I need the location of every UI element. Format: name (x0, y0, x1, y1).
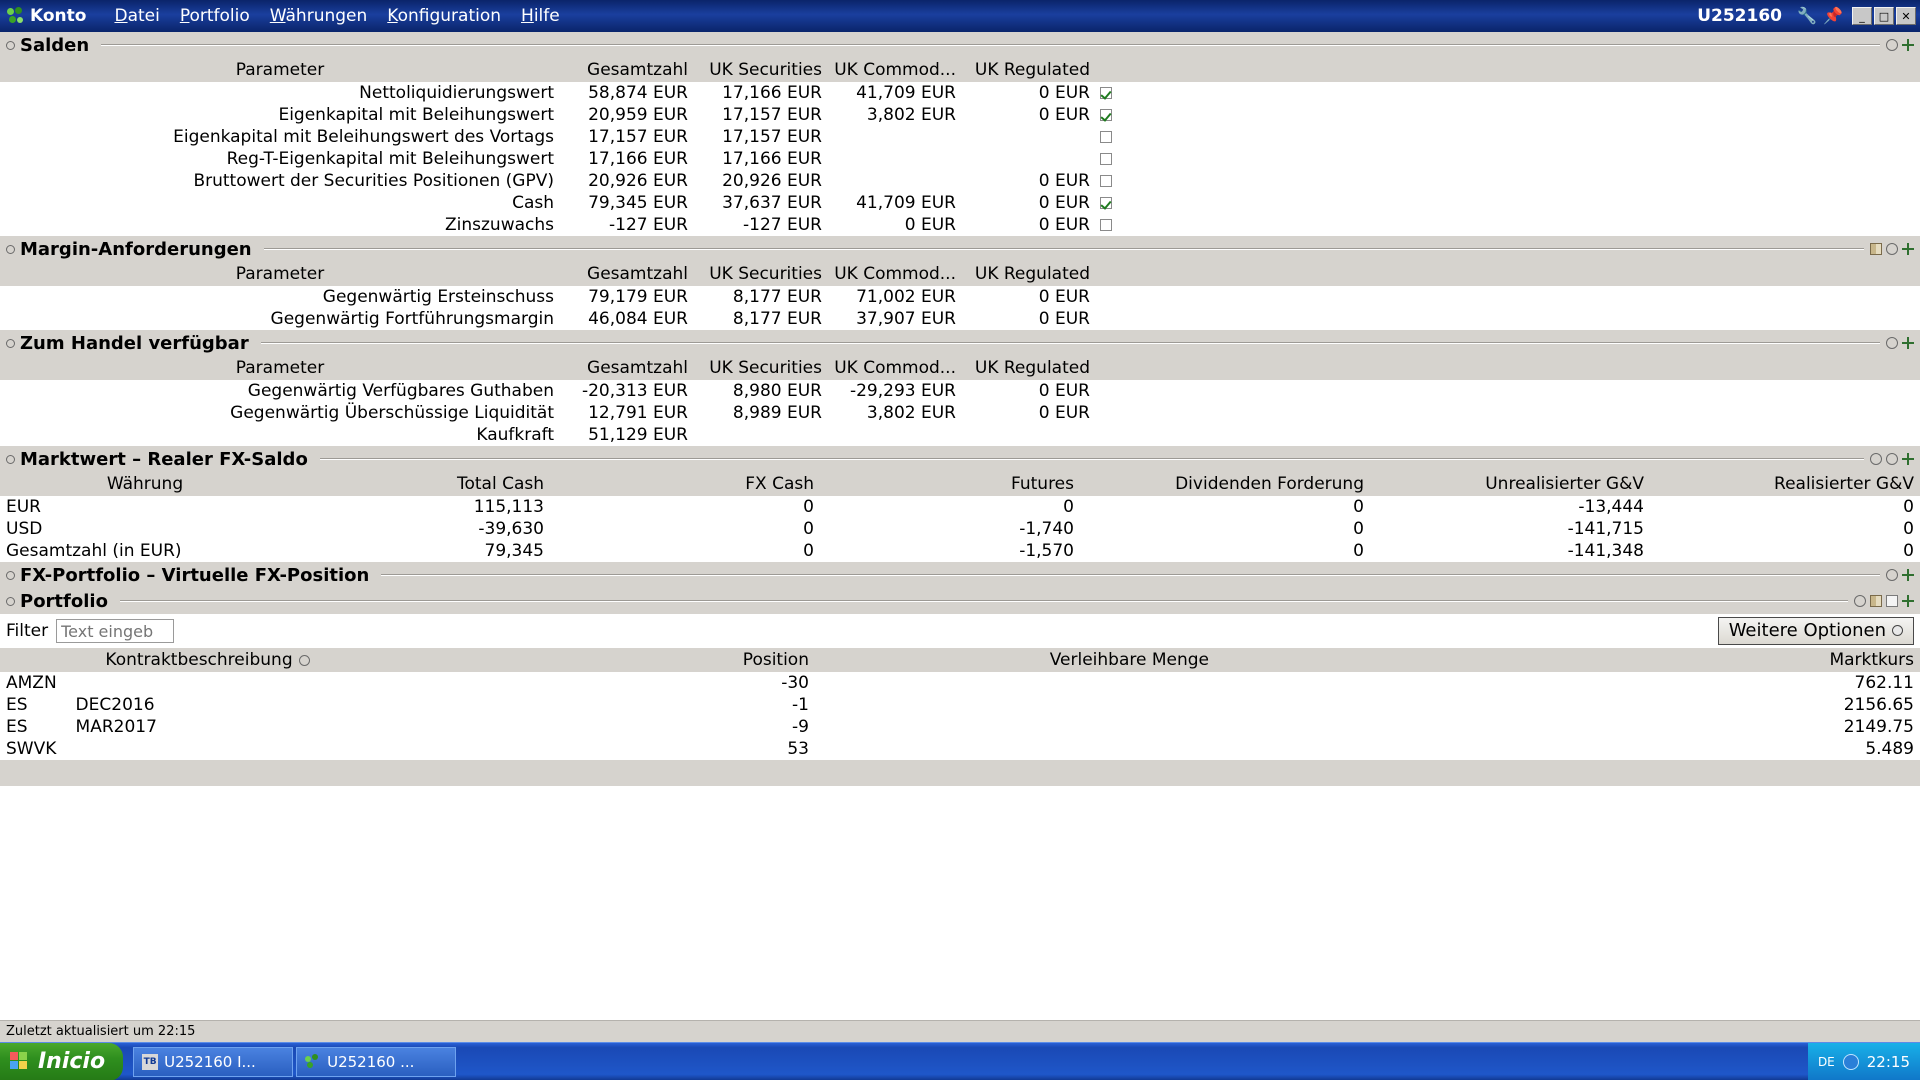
table-layout-icon[interactable] (1870, 243, 1882, 255)
cell-lendable (815, 694, 1215, 716)
cell-commodities (828, 170, 962, 192)
cell-realized: 0 (1650, 496, 1920, 518)
content-filler (0, 786, 1920, 1020)
contract-month: DEC2016 (75, 695, 155, 715)
table-header-row (0, 58, 1920, 82)
cell-checkbox (1096, 286, 1126, 308)
col-total-cash[interactable]: Total Cash (290, 472, 550, 496)
section-icons-marketvalue[interactable] (1870, 453, 1918, 465)
contract-month: MAR2017 (75, 717, 157, 737)
cell-securities: 17,157 EUR (694, 104, 828, 126)
divider (320, 458, 1864, 460)
cell-position: -30 (415, 672, 815, 694)
cell-regulated: 0 EUR (962, 402, 1096, 424)
section-title-margin: Margin-Anforderungen (20, 238, 252, 260)
table-header-row (0, 472, 1920, 496)
cell-total-cash: 115,113 (290, 496, 550, 518)
collapse-toggle-icon[interactable] (6, 455, 15, 464)
col-realized-pnl[interactable]: Realisierter G&V (1650, 472, 1920, 496)
cell-price: 2156.65 (1215, 694, 1920, 716)
available-table (0, 356, 1920, 446)
cell-filler (1126, 424, 1920, 446)
table-row[interactable] (0, 496, 1920, 518)
cell-parameter: Kaufkraft (0, 424, 560, 446)
tws-icon: TB (142, 1054, 158, 1070)
cell-contract (0, 694, 415, 716)
portfolio-table (0, 648, 1920, 760)
table-row[interactable] (0, 214, 1920, 236)
cell-regulated: 0 EUR (962, 308, 1096, 330)
cell-parameter: Reg-T-Eigenkapital mit Beleihungswert (0, 148, 560, 170)
menubar[interactable] (104, 4, 569, 28)
cell-filler (1126, 192, 1920, 214)
cell-regulated: 0 EUR (962, 214, 1096, 236)
cell-total: 46,084 EUR (560, 308, 694, 330)
settings-circle-icon[interactable] (1854, 595, 1866, 607)
cell-commodities: 37,907 EUR (828, 308, 962, 330)
section-header-margin[interactable] (0, 236, 1920, 262)
chevron-down-icon (1892, 625, 1903, 636)
section-header-marketvalue[interactable] (0, 446, 1920, 472)
cell-parameter: Gegenwärtig Verfügbares Guthaben (0, 380, 560, 402)
account-id-label: U252160 (1697, 6, 1782, 26)
table-header-row (0, 648, 1920, 672)
table-row[interactable] (0, 672, 1920, 694)
col-uk-regulated[interactable]: UK Regulated (962, 58, 1096, 82)
cell-total: 58,874 EUR (560, 82, 694, 104)
cell-dividends: 0 (1080, 496, 1370, 518)
cell-total-cash: -39,630 (290, 518, 550, 540)
table-row[interactable] (0, 518, 1920, 540)
col-contract-label: Kontraktbeschreibung (105, 650, 293, 670)
cell-price: 5.489 (1215, 738, 1920, 760)
system-tray (1808, 1043, 1920, 1080)
portfolio-filter-row (0, 614, 1920, 648)
cell-checkbox (1096, 308, 1126, 330)
row-checkbox[interactable] (1100, 153, 1112, 165)
cell-filler (1126, 104, 1920, 126)
table-row[interactable] (0, 148, 1920, 170)
table-row[interactable] (0, 308, 1920, 330)
margin-table (0, 262, 1920, 330)
cell-filler (1126, 308, 1920, 330)
table-row[interactable] (0, 126, 1920, 148)
table-header-row (0, 356, 1920, 380)
cell-commodities (828, 424, 962, 446)
cell-regulated: 0 EUR (962, 286, 1096, 308)
cell-parameter: Eigenkapital mit Beleihungswert des Vortags (0, 126, 560, 148)
cell-commodities: 3,802 EUR (828, 402, 962, 424)
cell-parameter: Nettoliquidierungswert (0, 82, 560, 104)
cell-regulated: 0 EUR (962, 192, 1096, 214)
refresh-circle-icon[interactable] (1886, 453, 1898, 465)
section-icons-fxportfolio[interactable] (1886, 569, 1918, 581)
col-uk-commodities[interactable]: UK Commod... (828, 58, 962, 82)
cell-filler (1126, 402, 1920, 424)
volume-icon[interactable] (1843, 1054, 1859, 1070)
col-parameter[interactable]: Parameter (0, 262, 560, 286)
cell-securities: 17,166 EUR (694, 82, 828, 104)
cell-price: 2149.75 (1215, 716, 1920, 738)
windows-flag-icon (10, 1052, 30, 1072)
cell-parameter: Bruttowert der Securities Positionen (GPV) (0, 170, 560, 192)
cell-filler (1126, 214, 1920, 236)
cell-commodities: 41,709 EUR (828, 82, 962, 104)
taskbar-item-label: U252160 I... (164, 1052, 256, 1071)
cell-realized: 0 (1650, 518, 1920, 540)
cell-total: -20,313 EUR (560, 380, 694, 402)
cell-checkbox[interactable] (1096, 192, 1126, 214)
cell-checkbox[interactable] (1096, 148, 1126, 170)
add-icon[interactable] (1902, 453, 1914, 465)
col-checkbox (1096, 58, 1126, 82)
menu-item-waehrungen[interactable]: Währungen (269, 6, 368, 26)
cell-lendable (815, 672, 1215, 694)
col-uk-regulated[interactable]: UK Regulated (962, 356, 1096, 380)
add-icon[interactable] (1902, 569, 1914, 581)
cell-checkbox (1096, 402, 1126, 424)
cell-securities (694, 424, 828, 446)
section-title-portfolio: Portfolio (20, 590, 108, 612)
cell-total: 17,166 EUR (560, 148, 694, 170)
cell-regulated (962, 148, 1096, 170)
collapse-toggle-icon[interactable] (6, 41, 15, 50)
export-icon[interactable] (1886, 595, 1898, 607)
more-options-label: Weitere Optionen (1728, 620, 1886, 641)
row-checkbox[interactable] (1100, 197, 1112, 209)
section-title-available: Zum Handel verfügbar (20, 332, 249, 354)
add-icon[interactable] (1902, 337, 1914, 349)
taskbar-tasks (133, 1047, 456, 1077)
window-title: Konto (30, 6, 87, 26)
col-dividends[interactable]: Dividenden Forderung (1080, 472, 1370, 496)
cell-filler (1126, 82, 1920, 104)
menu-item-hilfe[interactable]: Hilfe (521, 6, 560, 26)
table-row[interactable] (0, 424, 1920, 446)
divider (120, 600, 1848, 602)
row-checkbox[interactable] (1100, 219, 1112, 231)
cell-currency: Gesamtzahl (in EUR) (0, 540, 290, 562)
cell-dividends: 0 (1080, 518, 1370, 540)
cell-fx-cash: 0 (550, 496, 820, 518)
cell-securities: 20,926 EUR (694, 170, 828, 192)
table-row[interactable] (0, 104, 1920, 126)
cell-total: 79,179 EUR (560, 286, 694, 308)
start-button[interactable] (0, 1043, 123, 1080)
col-futures[interactable]: Futures (820, 472, 1080, 496)
section-title-salden: Salden (20, 34, 90, 56)
section-icons-portfolio[interactable] (1854, 595, 1918, 607)
cell-parameter: Gegenwärtig Ersteinschuss (0, 286, 560, 308)
row-checkbox[interactable] (1100, 87, 1112, 99)
cell-regulated (962, 424, 1096, 446)
language-indicator[interactable]: DE (1817, 1054, 1835, 1069)
col-parameter[interactable]: Parameter (0, 58, 560, 82)
marketvalue-table (0, 472, 1920, 562)
cell-realized: 0 (1650, 540, 1920, 562)
status-bar (0, 1020, 1920, 1042)
col-uk-securities[interactable]: UK Securities (694, 58, 828, 82)
col-position[interactable]: Position (415, 648, 815, 672)
contract-symbol: SWVK (6, 739, 57, 759)
cell-securities: 8,980 EUR (694, 380, 828, 402)
col-lendable-qty[interactable]: Verleihbare Menge (815, 648, 1215, 672)
col-filler (1126, 58, 1920, 82)
cell-parameter: Eigenkapital mit Beleihungswert (0, 104, 560, 126)
table-row[interactable] (0, 540, 1920, 562)
cell-contract (0, 716, 415, 738)
more-options-button[interactable] (1718, 617, 1914, 645)
cell-checkbox[interactable] (1096, 214, 1126, 236)
settings-circle-icon[interactable] (1870, 453, 1882, 465)
cell-currency: USD (0, 518, 290, 540)
row-checkbox[interactable] (1100, 109, 1112, 121)
menu-item-konfiguration[interactable]: Konfiguration (387, 6, 502, 26)
cell-regulated: 0 EUR (962, 170, 1096, 192)
cell-checkbox[interactable] (1096, 170, 1126, 192)
sort-indicator-icon[interactable] (299, 655, 310, 666)
portfolio-bottom-strip (0, 760, 1920, 786)
cell-futures: -1,740 (820, 518, 1080, 540)
cell-total: 20,926 EUR (560, 170, 694, 192)
cell-total: 17,157 EUR (560, 126, 694, 148)
collapse-toggle-icon[interactable] (6, 571, 15, 580)
filter-input[interactable] (56, 619, 174, 643)
cell-regulated: 0 EUR (962, 380, 1096, 402)
table-row[interactable] (0, 380, 1920, 402)
cell-securities: 17,157 EUR (694, 126, 828, 148)
settings-circle-icon[interactable] (1886, 243, 1898, 255)
window-controls[interactable] (1852, 7, 1916, 25)
cell-commodities: 0 EUR (828, 214, 962, 236)
cell-currency: EUR (0, 496, 290, 518)
add-icon[interactable] (1902, 39, 1914, 51)
menu-item-portfolio[interactable]: Portfolio (179, 6, 250, 26)
col-gesamtzahl[interactable]: Gesamtzahl (560, 58, 694, 82)
wrench-icon[interactable]: 🔧 (1797, 6, 1817, 25)
cell-price: 762.11 (1215, 672, 1920, 694)
contract-symbol: ES (6, 717, 28, 737)
col-fx-cash[interactable]: FX Cash (550, 472, 820, 496)
cell-commodities (828, 148, 962, 170)
table-row[interactable] (0, 694, 1920, 716)
cell-commodities: 41,709 EUR (828, 192, 962, 214)
divider (381, 574, 1880, 576)
collapse-toggle-icon[interactable] (6, 245, 15, 254)
filter-label: Filter (6, 621, 49, 641)
cell-commodities: 71,002 EUR (828, 286, 962, 308)
col-market-price[interactable]: Marktkurs (1215, 648, 1920, 672)
clock[interactable]: 22:15 (1866, 1052, 1910, 1071)
divider (264, 248, 1864, 250)
cell-position: 53 (415, 738, 815, 760)
col-gesamtzahl[interactable]: Gesamtzahl (560, 262, 694, 286)
table-row[interactable] (0, 192, 1920, 214)
cell-parameter: Cash (0, 192, 560, 214)
taskbar-item-label: U252160 ... (327, 1052, 415, 1071)
section-header-available[interactable] (0, 330, 1920, 356)
cell-parameter: Zinszuwachs (0, 214, 560, 236)
section-header-portfolio[interactable] (0, 588, 1920, 614)
cell-total: 12,791 EUR (560, 402, 694, 424)
table-row[interactable] (0, 402, 1920, 424)
menu-item-datei[interactable]: Datei (114, 6, 160, 26)
cell-securities: 37,637 EUR (694, 192, 828, 214)
pin-icon[interactable]: 📌 (1823, 6, 1843, 25)
cell-regulated: 0 EUR (962, 104, 1096, 126)
balances-table (0, 58, 1920, 236)
app-dots-icon (305, 1054, 321, 1070)
cell-securities: 8,989 EUR (694, 402, 828, 424)
cell-futures: -1,570 (820, 540, 1080, 562)
table-row[interactable] (0, 716, 1920, 738)
cell-fx-cash: 0 (550, 540, 820, 562)
section-icons-available[interactable] (1886, 337, 1918, 349)
app-dots-icon (7, 7, 25, 25)
cell-parameter: Gegenwärtig Fortführungsmargin (0, 308, 560, 330)
col-uk-commodities[interactable]: UK Commod... (828, 356, 962, 380)
cell-securities: -127 EUR (694, 214, 828, 236)
row-checkbox[interactable] (1100, 131, 1112, 143)
col-currency[interactable]: Währung (0, 472, 290, 496)
taskbar-item-konto[interactable] (296, 1047, 456, 1077)
main-content (0, 32, 1920, 1020)
cell-filler (1126, 170, 1920, 192)
divider (101, 44, 1880, 46)
window-titlebar (0, 0, 1920, 32)
section-icons-salden[interactable] (1886, 39, 1918, 51)
cell-checkbox[interactable] (1096, 126, 1126, 148)
cell-lendable (815, 738, 1215, 760)
cell-unrealized: -141,348 (1370, 540, 1650, 562)
col-parameter[interactable]: Parameter (0, 356, 560, 380)
cell-total: 20,959 EUR (560, 104, 694, 126)
cell-dividends: 0 (1080, 540, 1370, 562)
taskbar-item-tws[interactable] (133, 1047, 293, 1077)
table-layout-icon[interactable] (1870, 595, 1882, 607)
section-header-fxportfolio[interactable] (0, 562, 1920, 588)
cell-position: -9 (415, 716, 815, 738)
cell-filler (1126, 380, 1920, 402)
col-filler (1126, 262, 1920, 286)
add-icon[interactable] (1902, 243, 1914, 255)
status-text: Zuletzt aktualisiert um 22:15 (6, 1024, 196, 1039)
start-label: Inicio (38, 1049, 106, 1074)
section-icons-margin[interactable] (1870, 243, 1918, 255)
col-gesamtzahl[interactable]: Gesamtzahl (560, 356, 694, 380)
cell-contract (0, 738, 415, 760)
cell-commodities: 3,802 EUR (828, 104, 962, 126)
cell-regulated: 0 EUR (962, 82, 1096, 104)
col-uk-securities[interactable]: UK Securities (694, 356, 828, 380)
cell-total-cash: 79,345 (290, 540, 550, 562)
cell-regulated (962, 126, 1096, 148)
close-button[interactable]: ✕ (1896, 7, 1916, 25)
settings-circle-icon[interactable] (1886, 337, 1898, 349)
col-uk-securities[interactable]: UK Securities (694, 262, 828, 286)
collapse-toggle-icon[interactable] (6, 597, 15, 606)
col-uk-regulated[interactable]: UK Regulated (962, 262, 1096, 286)
cell-securities: 8,177 EUR (694, 308, 828, 330)
add-icon[interactable] (1902, 595, 1914, 607)
cell-lendable (815, 716, 1215, 738)
cell-fx-cash: 0 (550, 518, 820, 540)
contract-symbol: AMZN (6, 673, 57, 693)
cell-filler (1126, 148, 1920, 170)
table-row[interactable] (0, 286, 1920, 308)
cell-position: -1 (415, 694, 815, 716)
cell-unrealized: -13,444 (1370, 496, 1650, 518)
settings-circle-icon[interactable] (1886, 569, 1898, 581)
taskbar (0, 1042, 1920, 1080)
cell-checkbox (1096, 424, 1126, 446)
settings-circle-icon[interactable] (1886, 39, 1898, 51)
collapse-toggle-icon[interactable] (6, 339, 15, 348)
section-title-fxportfolio: FX-Portfolio – Virtuelle FX-Position (20, 564, 370, 586)
col-filler (1126, 356, 1920, 380)
cell-unrealized: -141,715 (1370, 518, 1650, 540)
col-unrealized-pnl[interactable]: Unrealisierter G&V (1370, 472, 1650, 496)
cell-contract (0, 672, 415, 694)
cell-total: -127 EUR (560, 214, 694, 236)
section-header-salden[interactable] (0, 32, 1920, 58)
maximize-button[interactable]: □ (1874, 7, 1894, 25)
table-header-row (0, 262, 1920, 286)
minimize-button[interactable]: _ (1852, 7, 1872, 25)
cell-total: 79,345 EUR (560, 192, 694, 214)
col-uk-commodities[interactable]: UK Commod... (828, 262, 962, 286)
cell-securities: 8,177 EUR (694, 286, 828, 308)
divider (261, 342, 1880, 344)
table-row[interactable] (0, 738, 1920, 760)
col-checkbox (1096, 262, 1126, 286)
cell-checkbox[interactable] (1096, 104, 1126, 126)
cell-total: 51,129 EUR (560, 424, 694, 446)
col-checkbox (1096, 356, 1126, 380)
cell-checkbox[interactable] (1096, 82, 1126, 104)
col-contract-description[interactable] (0, 648, 415, 672)
cell-commodities (828, 126, 962, 148)
cell-commodities: -29,293 EUR (828, 380, 962, 402)
cell-futures: 0 (820, 496, 1080, 518)
table-row[interactable] (0, 170, 1920, 192)
cell-checkbox (1096, 380, 1126, 402)
cell-filler (1126, 126, 1920, 148)
cell-securities: 17,166 EUR (694, 148, 828, 170)
section-title-marketvalue: Marktwert – Realer FX-Saldo (20, 448, 308, 470)
contract-symbol: ES (6, 695, 28, 715)
table-row[interactable] (0, 82, 1920, 104)
row-checkbox[interactable] (1100, 175, 1112, 187)
cell-filler (1126, 286, 1920, 308)
cell-parameter: Gegenwärtig Überschüssige Liquidität (0, 402, 560, 424)
